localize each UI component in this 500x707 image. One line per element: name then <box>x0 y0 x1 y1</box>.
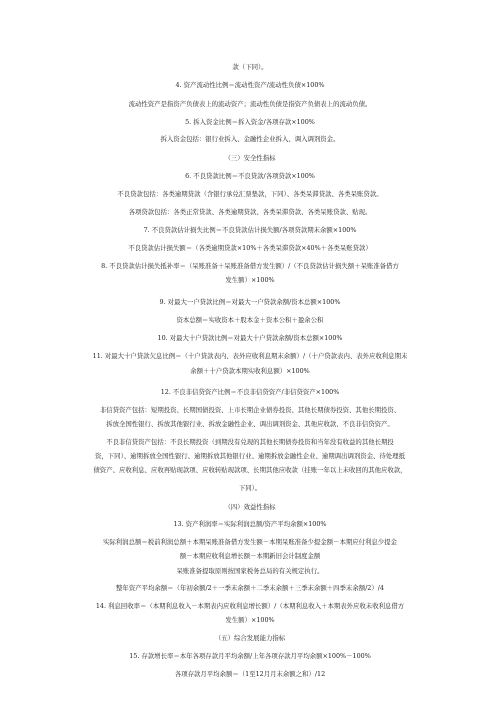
formula-continuation: 发生额）×100% <box>225 276 275 284</box>
formula-line: 各项存款月平均余额＝（1至12月月末余额之和）/12 <box>174 670 326 678</box>
section-heading: （五）综合发展能力指标 <box>214 634 286 642</box>
text-line: 非信贷资产包括：短期投资、长期国债投资、上市长期企业债券投资、其他长期债券投资、其他长期投资、 <box>99 406 401 414</box>
text-line: 款（下同）。 <box>232 63 268 71</box>
text-line: 拆放全国性银行、拆放其他银行业、拆放金融性企业、调出调剂资金、其他应收款、不良非信贷资产。 <box>106 420 394 428</box>
formula-continuation: 余额＋十户贷款本期实收利息额）×100% <box>190 367 310 375</box>
text-line: 各项贷款包括：各类正常贷款、各类逾期贷款、各类呆滞贷款、各类呆账贷款、贴现。 <box>128 208 372 216</box>
formula-line: 9. 对最大一户贷款比例＝对最大一户贷款余额/资本总额×100% <box>159 298 341 306</box>
formula-line: 资本总额＝实收资本＋股本金＋资本公积＋盈余公积 <box>176 316 324 324</box>
formula-line: 11. 对最大十户贷款欠息比例＝（十户贷款表内、表外应收利息期末余额）/（十户贷款表内、表外应收利息期末 <box>92 352 408 360</box>
formula-line: 12. 不良非信贷资产比例＝不良非信贷资产/非信贷资产×100% <box>160 388 340 396</box>
formula-line: 14. 利息回收率＝（本期利息收入－本期表内应收利息增长额）/（本期利息收入＋本期表外应收未收利息借方 <box>95 602 405 610</box>
formula-continuation: 额－本期应收利息增长额－本期新旧会计制度金额 <box>179 552 321 560</box>
formula-line: 10. 对最大十户贷款比例＝对最大十户贷款余额/资本总额×100% <box>157 334 343 342</box>
formula-line: 4. 资产流动性比例＝流动性资产/流动性负债×100% <box>175 81 325 89</box>
section-heading: （三）安全性指标 <box>224 154 276 162</box>
formula-line: 5. 拆入资金比例＝拆入资金/各项存款×100% <box>185 118 315 126</box>
text-line: 流动性资产是指资产负债表上的流动资产；流动性负债是指资产负债表上的流动负债。 <box>128 100 372 108</box>
formula-line: 7. 不良贷款估计损失比例＝不良贷款估计损失额/各项贷款期末余额×100% <box>143 226 357 234</box>
text-line: 资，下同）、逾期拆放全国性银行、逾期拆放其他银行业、逾期拆放金融性企业、逾期调出调剂资金、待处理抵 <box>95 452 405 460</box>
text-line: 拆入资金包括：银行业拆入、金融性企业拆入、调入调剂资金。 <box>160 135 340 143</box>
text-line: 呆账准备提取原则按国家税务总局的有关规定执行。 <box>176 567 324 575</box>
formula-line: 13. 资产利润率＝实际利润总额/资产平均余额×100% <box>173 520 327 528</box>
text-line: 不良非信贷资产包括：不良长期投资（到期没有兑现的其他长期债券投资和当年没有收益的其他长期投 <box>106 438 394 446</box>
formula-line: 15. 存款增长率＝本年各项存款月平均余额/上年各项存款月平均余额×100%－100% <box>129 652 371 660</box>
text-line: 不良贷款包括：各类逾期贷款（含银行承兑汇票垫款，下同）、各类呆滞贷款、各类呆账贷款。 <box>117 190 383 198</box>
formula-continuation: 发生额）×100% <box>225 616 275 624</box>
text-line: 下同）。 <box>238 484 262 492</box>
section-heading: （四）效益性指标 <box>224 503 276 511</box>
formula-line: 实际利润总额＝税前利润总额＋本期呆账准备借方发生额－本期呆账准备少提金额－本期应付利息少提金 <box>103 538 397 546</box>
formula-line: 不良贷款估计损失额＝（各类逾期贷款×10%＋各类呆滞贷款×40%＋各类呆账贷款） <box>128 244 372 252</box>
formula-line: 8. 不良贷款估计损失抵补率＝（呆账准备＋呆账准备借方发生额）/（不良贷款估计损失额＋呆账准备借方 <box>101 262 399 270</box>
formula-line: 整年资产平均余额＝（年初余额/2＋一季末余额＋二季末余额＋三季末余额＋四季末余额/2）/4 <box>116 584 384 592</box>
formula-line: 6. 不良贷款比例＝不良贷款/各项贷款×100% <box>185 172 315 180</box>
text-line: 债资产、应收利息、应收再贴现款项、应收转贴现款项、长期其他应收款（挂账一年以上未收回的其他应收款， <box>93 466 407 474</box>
